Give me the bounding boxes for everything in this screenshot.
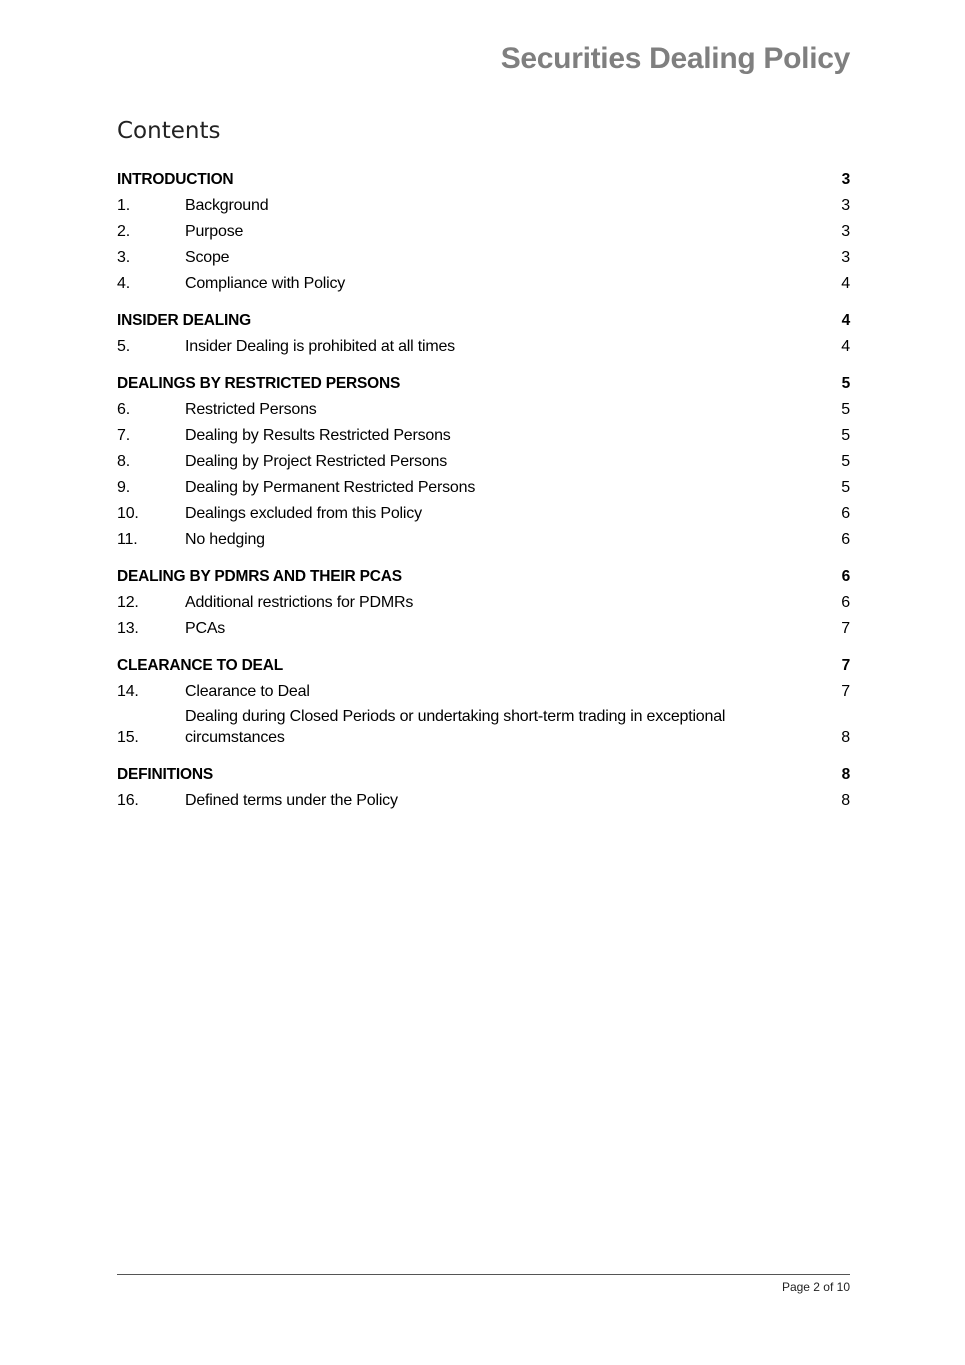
toc-section-page: 4 — [841, 312, 850, 329]
toc-entry-text: Purpose — [185, 222, 244, 240]
toc-entry-page: 7 — [841, 682, 850, 700]
toc-section — [117, 168, 850, 296]
toc-section — [117, 654, 850, 750]
toc-entry[interactable] — [117, 678, 850, 704]
toc-entry[interactable] — [117, 706, 850, 750]
toc-entry-text: Dealing by Project Restricted Persons — [185, 452, 448, 470]
toc-entry-number: 15. — [117, 728, 139, 746]
toc-entry-page: 3 — [841, 196, 850, 214]
toc-entry-number: 2. — [117, 222, 130, 240]
toc-entry-text: Dealing by Permanent Restricted Persons — [185, 478, 476, 496]
toc-section-heading[interactable] — [117, 654, 850, 678]
toc-entry-text: Dealings excluded from this Policy — [185, 504, 422, 522]
toc-entry-page: 6 — [841, 530, 850, 548]
toc-section-page: 8 — [841, 766, 850, 783]
toc-entry-page: 5 — [841, 426, 850, 444]
toc-section-page: 7 — [841, 657, 850, 674]
toc-entry-number: 16. — [117, 791, 139, 809]
toc-entry[interactable] — [117, 396, 850, 422]
toc-entry[interactable] — [117, 615, 850, 641]
toc-entry-text: No hedging — [185, 530, 265, 548]
toc-entry-number: 14. — [117, 682, 139, 700]
toc-entry-page: 4 — [841, 337, 850, 355]
toc-section-page: 3 — [841, 171, 850, 188]
toc-section — [117, 309, 850, 359]
toc-entry-text: Dealing by Results Restricted Persons — [185, 426, 451, 444]
toc-entry-text: Clearance to Deal — [185, 682, 310, 700]
toc-section-title: INTRODUCTION — [117, 171, 234, 188]
toc-entry-page: 3 — [841, 222, 850, 240]
toc-entry[interactable] — [117, 422, 850, 448]
toc-entry-number: 9. — [117, 478, 130, 496]
contents-heading: Contents — [117, 118, 221, 144]
toc-section-heading[interactable] — [117, 565, 850, 589]
toc-section-title: DEALING BY PDMRS AND THEIR PCAS — [117, 568, 402, 585]
toc-entry-text: Defined terms under the Policy — [185, 791, 398, 809]
toc-section-title: DEFINITIONS — [117, 766, 213, 783]
toc-entry-number: 8. — [117, 452, 130, 470]
toc-section-title: CLEARANCE TO DEAL — [117, 657, 283, 674]
toc-entry[interactable] — [117, 474, 850, 500]
toc-entry-number: 10. — [117, 504, 139, 522]
toc-section-title: DEALINGS BY RESTRICTED PERSONS — [117, 375, 401, 392]
toc-entry-number: 4. — [117, 274, 130, 292]
toc-entry-number: 5. — [117, 337, 130, 355]
table-of-contents — [117, 168, 850, 826]
toc-entry[interactable] — [117, 270, 850, 296]
toc-entry[interactable] — [117, 500, 850, 526]
toc-entry-text: Scope — [185, 248, 230, 266]
toc-entry-number: 1. — [117, 196, 130, 214]
toc-entry-text: Background — [185, 196, 269, 214]
toc-section-heading[interactable] — [117, 309, 850, 333]
toc-entry-number: 6. — [117, 400, 130, 418]
toc-section-title: INSIDER DEALING — [117, 312, 251, 329]
toc-entry-text: Additional restrictions for PDMRs — [185, 593, 414, 611]
toc-entry-page: 5 — [841, 400, 850, 418]
toc-section-heading[interactable] — [117, 763, 850, 787]
page-number: Page 2 of 10 — [781, 1280, 850, 1294]
toc-entry[interactable] — [117, 333, 850, 359]
toc-section-heading[interactable] — [117, 372, 850, 396]
toc-entry-text: PCAs — [185, 619, 226, 637]
toc-entry-text: Compliance with Policy — [185, 274, 346, 292]
toc-section — [117, 763, 850, 813]
footer-divider — [117, 1274, 850, 1275]
toc-entry-page: 5 — [841, 478, 850, 496]
toc-entry-page: 8 — [841, 728, 850, 746]
toc-entry-page: 8 — [841, 791, 850, 809]
toc-entry[interactable] — [117, 787, 850, 813]
toc-entry-number: 3. — [117, 248, 130, 266]
toc-entry-page: 4 — [841, 274, 850, 292]
toc-entry-page: 6 — [841, 593, 850, 611]
toc-entry-page: 6 — [841, 504, 850, 522]
toc-entry-page: 7 — [841, 619, 850, 637]
toc-entry[interactable] — [117, 589, 850, 615]
toc-entry[interactable] — [117, 244, 850, 270]
toc-entry-number: 11. — [117, 530, 138, 548]
toc-entry[interactable] — [117, 192, 850, 218]
toc-entry-text: Insider Dealing is prohibited at all times — [185, 337, 455, 355]
toc-entry-number: 7. — [117, 426, 130, 444]
toc-entry[interactable] — [117, 526, 850, 552]
toc-entry-number: 12. — [117, 593, 139, 611]
document-title: Securities Dealing Policy — [500, 42, 850, 75]
toc-section — [117, 565, 850, 641]
toc-entry-page: 3 — [841, 248, 850, 266]
toc-entry[interactable] — [117, 218, 850, 244]
toc-entry-text: Restricted Persons — [185, 400, 317, 418]
toc-entry[interactable] — [117, 448, 850, 474]
toc-section-page: 6 — [841, 568, 850, 585]
toc-entry-page: 5 — [841, 452, 850, 470]
toc-section-heading[interactable] — [117, 168, 850, 192]
toc-entry-text: Dealing during Closed Periods or undertaking short-term trading in exceptional circumstances — [185, 708, 726, 746]
toc-entry-number: 13. — [117, 619, 139, 637]
toc-section-page: 5 — [841, 375, 850, 392]
toc-section — [117, 372, 850, 552]
